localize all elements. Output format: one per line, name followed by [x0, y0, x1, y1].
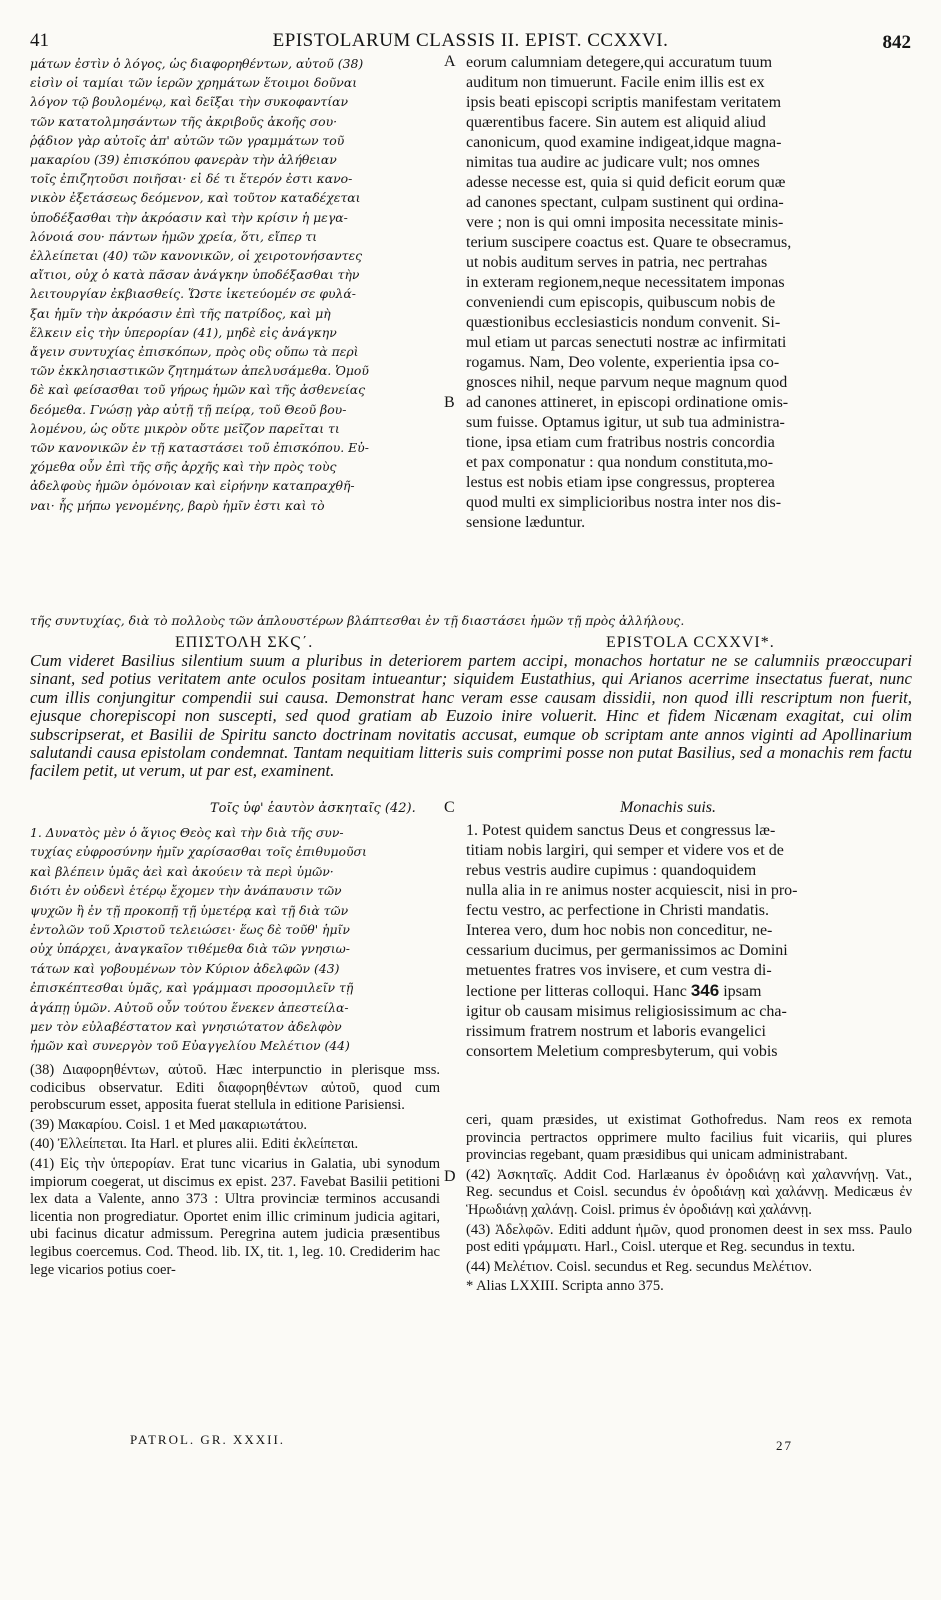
latin-text-line: quærentibus facere. Sin autem est aliquid aliud: [466, 114, 766, 131]
latin-text-segment: lectione per litteras colloqui. Hanc: [466, 983, 687, 1000]
latin-text-segment: rissimum fratrem nostrum et laboris evangelici: [466, 1023, 766, 1040]
latin-text-segment: cessarium ducimus, per germanissimos ac Domini: [466, 942, 788, 959]
greek-text-line: ἐντολῶν τοῦ Χριστοῦ τελειώσει· ἕως δὲ τοῦθ' ἡμῖν: [30, 922, 350, 938]
greek-text-line: τῶν κατατολμησάντων τῆς ἀκριβοῦς ἀκοῆς σου·: [30, 113, 338, 129]
greek-text-line: νικὸν ἐξετάσεως δεόμενον, καὶ τοῦτον καταδέχεται: [30, 190, 361, 206]
latin-text-line: vere ; non is qui omni imposita necessitate minis-: [466, 214, 784, 231]
latin-text-line: rogamus. Nam, Deo volente, experientia ipsa co-: [466, 354, 780, 371]
greek-text-line: καὶ βλέπειν ὑμᾶς ἀεὶ καὶ ἀκούειν τὰ περὶ ὑμῶν·: [30, 863, 334, 879]
greek-text-line: διότι ἐν οὐδενὶ ἑτέρῳ ἔχομεν τὴν ἀνάπαυσιν τῶν: [30, 883, 342, 899]
page-number-left: 41: [30, 30, 49, 51]
latin-text-column-middle: [466, 821, 912, 1062]
latin-text-segment: metuentes fratres vos invisere, et cum vestra di-: [466, 962, 772, 979]
latin-text-line: sensione læduntur.: [466, 514, 586, 531]
greek-text-line: τυχίας εὐφροσύνην ἡμῖν χαρίσασθαι τοῖς ἐπιθυμοῦσι: [30, 844, 367, 860]
latin-text-line: [466, 861, 912, 881]
greek-text-line: οὐχ ὑπάρχει, ἀναγκαῖον τιθέμεθα διὰ τῶν γνησιω-: [30, 941, 350, 957]
margin-letter-b: B: [444, 394, 455, 411]
greek-text-line: λόνοιά σου· πάντων ἡμῶν χρεία, ὅτι, εἴπερ τι: [30, 228, 318, 244]
latin-text-segment: 1. Potest quidem sanctus Deus et congressus læ-: [466, 822, 776, 839]
latin-text-line: terium suscipere coactus est. Quare te obsecramus,: [466, 234, 792, 251]
greek-text-line: μακαρίου (39) ἐπισκόπου φανερὰν τὴν ἀλήθειαν: [30, 152, 337, 168]
greek-text-line: τῶν ἐκκλησιαστικῶν ζητημάτων ἀπελυσάμεθα. Ὁμοῦ: [30, 363, 369, 379]
greek-text-line: ναι· ἧς μήπω γενομένης, βαρὺ ἡμῖν ἐστι καὶ τὸ: [30, 497, 325, 513]
greek-text-line: τάτων καὶ γοβουμένων τὸν Κύριον ἀδελφῶν (43): [30, 960, 340, 976]
latin-text-line: auditum non timuerunt. Facile enim illis est ex: [466, 74, 765, 91]
latin-text-line: [466, 881, 912, 901]
latin-text-line: [466, 1042, 912, 1062]
footnotes-left-column: [30, 1062, 440, 1281]
greek-text-line: τῶν κανονικῶν ἐν τῇ καταστάσει τοῦ ἐπισκόπου. Εὐ-: [30, 440, 369, 456]
greek-text-column-middle: [30, 823, 448, 1056]
latin-text-line: in exteram regionem,neque necessitatem imponas: [466, 274, 785, 291]
footnote: (44) Μελέτιον. Coisl. secundus et Reg. secundus Μελέτιον.: [466, 1258, 813, 1275]
greek-text-line: δεόμεθα. Γνώσῃ γὰρ αὐτῇ τῇ πείρᾳ, τοῦ Θεοῦ βου-: [30, 401, 347, 417]
greek-text-line: ἐπισκέπτεσθαι ὑμᾶς, καὶ γράμμασι προσομιλεῖν τῇ: [30, 980, 354, 996]
latin-text-line: [466, 1022, 912, 1042]
latin-text-line: canonicum, quod examine indigeat,idque magna-: [466, 134, 782, 151]
greek-text-line: ἀγάπῃ ὑμῶν. Αὐτοῦ οὖν τούτου ἕνεκεν ἀπεστείλα-: [30, 999, 349, 1015]
latin-addressee: Monachis suis.: [620, 799, 716, 816]
latin-text-line: nimitas tua audire ac judicare vult; nos omnes: [466, 154, 760, 171]
footnote: (43) Ἀδελφῶν. Editi addunt ἡμῶν, quod pronomen deest in sex mss. Paulo post editi γράμματι. Harl., Coisl. uterque et Reg. secundus in textu.: [466, 1221, 912, 1256]
footnote: (40) Ἐλλείπεται. Ita Harl. et plures alii. Editi ἐκλείπεται.: [30, 1136, 359, 1153]
latin-text-segment: nulla alia in re animus noster acquiescit, nisi in pro-: [466, 882, 798, 899]
latin-text-segment: fectu vestro, ac perfectione in Christi mandatis.: [466, 902, 770, 919]
latin-text-line: adesse necesse est, quia si quid deficit eorum quæ: [466, 174, 786, 191]
running-title: EPISTOLARUM CLASSIS II. EPIST. CCXXVI.: [272, 30, 669, 51]
latin-text-line: ut nobis auditum serves in patria, nec pertrahas: [466, 254, 768, 271]
margin-letter-a: A: [444, 53, 456, 70]
edition-page-marker: 346: [690, 981, 720, 1000]
footnote: ceri, quam præsides, ut existimat Gothofredus. Nam reos ex remota provincia pertractos opprimere multo facilius fuit vicariis, qui plures provincias regebant, quam præsidibus qui unicam administrabant.: [466, 1112, 912, 1164]
greek-text-line: εἰσὶν οἱ ταμίαι τῶν ἱερῶν χρημάτων ἕτοιμοι δοῦναι: [30, 75, 358, 91]
latin-text-line: tione, ipsa etiam cum fratribus nostris concordia: [466, 434, 775, 451]
greek-text-line: μεν τὸν εὐλαβέστατον καὶ γνησιώτατον ἀδελφὸν: [30, 1019, 342, 1035]
latin-text-line: [466, 901, 912, 921]
latin-text-segment: ipsam: [723, 983, 762, 1000]
latin-text-line: [466, 841, 912, 861]
greek-addressee: Τοῖς ὑφ' ἑαυτὸν ἀσκηταῖς (42).: [210, 801, 416, 816]
latin-text-line: ad canones attineret, in episcopi ordinatione omis-: [466, 394, 789, 411]
greek-text-line: 1. Δυνατὸς μὲν ὁ ἅγιος Θεὸς καὶ τὴν διὰ τῆς συν-: [30, 825, 344, 840]
greek-text-column-top: [30, 54, 456, 515]
greek-text-line: ῥᾴδιον γὰρ αὐτοῖς ἀπ' αὐτῶν τῶν γραμμάτων τοῦ: [30, 132, 345, 148]
greek-text-line: ἄγειν συντυχίας ἐπισκόπων, πρὸς οὓς οὔπω τὰ περὶ: [30, 344, 359, 360]
page-number-right: 842: [882, 32, 911, 53]
footer-series-label: PATROL. GR. XXXII.: [130, 1432, 286, 1447]
latin-text-line: mul etiam ut parcas senectuti nostræ ac infirmitati: [466, 334, 787, 351]
latin-text-line: [466, 921, 912, 941]
latin-text-segment: rebus vestris audire cupimus : quandoquidem: [466, 862, 757, 879]
latin-text-line: quæstionibus ecclesiasticis nondum convenit. Si-: [466, 314, 781, 331]
latin-text-segment: igitur ob causam misimus religiosissimum ac cha-: [466, 1003, 787, 1020]
letter-argument-summary: Cum videret Basilius silentium suum a pluribus in deteriorem partem accipi, monachos hortatur ne se calumniis præoccupari sinant, sed potius veritatem ante oculos positam intueantur; siquidem Eustathius, qui Arianos acerrime insectatus fuerat, nunc cum illis conjungitur compendii sui causa. Demonstrat hanc veram esse causam dissidii, non quod illi rescriptum non fuerit, ejusque chorepiscopi non suscepti, sed quod gratiam ab Euzoio inire voluerit. Hinc et fidem Nicænam exagitat, cui olim subscripserat, et Basilii de Spiritu sancto doctrinam novitatis accusat, eumque ob scriptam ante annos viginti ad Apollinarium salutandi causa epistolam condemnat. Tantam nequitiam litteris suis comprimi posse non putat Basilius, sed a monachis rem factu facilem petit, ut verum, ut par est, examinent.: [30, 651, 912, 781]
greek-text-line: λομένου, ὡς οὔτε μικρὸν οὔτε μεῖζον παρεῖται τι: [30, 420, 340, 436]
greek-text-line: ξαι ἡμῖν τὴν ἀκρόασιν ἐπὶ τῆς πατρίδος, καὶ μὴ: [30, 305, 331, 321]
greek-text-line: λειτουργίαν ἐκβιασθείς. Ὥστε ἱκετεύομέν σε φυλά-: [30, 286, 356, 302]
greek-text-line: λόγον τῷ βουλομένῳ, καὶ δεῖξαι τὴν συκοφαντίαν: [30, 94, 348, 110]
latin-text-line: ipsis beati episcopi scriptis manifestam veritatem: [466, 94, 782, 111]
footnote: (38) Διαφορηθέντων, αὐτοῦ. Hæc interpunctio in plerisque mss. codicibus observatur. Editi διαφορηθέντων αὐτοῦ, quod cum perobscurum esset, apposita fuerat stellula in editione Parisiensi.: [30, 1062, 440, 1114]
latin-text-line: quod multi ex simplicioribus nostra inter nos dis-: [466, 494, 782, 511]
footnote: (41) Εἰς τὴν ὑπερορίαν. Erat tunc vicarius in Galatia, ubi synodum impiorum coegerat, ut discimus ex epist. 237. Favebat Basilii petitioni lex data a Valente, anno 373 : Ultra provinciæ terminos accusandi licentia non progrediatur. Oportet enim illic criminum judicia agitari, ubi facinus dicatur admissum. Peregrina autem judicia præsentibus legibus coercemus. Cod. Theod. lib. IX, tit. 1, leg. 10. Crediderim hac lege vicarios potius coer-: [30, 1155, 440, 1278]
greek-text-line: ἀδελφοὺς ἡμῶν ὁμόνοιαν καὶ εἰρήνην καταπραχθῆ-: [30, 478, 355, 494]
latin-text-segment: titiam nobis largiri, qui semper et videre vos et de: [466, 842, 784, 859]
latin-text-line: [466, 941, 912, 961]
margin-letter-c: C: [444, 799, 455, 816]
greek-text-line: ἕλκειν εἰς τὴν ὑπερορίαν (41), μηδὲ εἰς ἀνάγκην: [30, 324, 337, 340]
latin-text-segment: Interea vero, dum hoc nobis non conceditur, ne-: [466, 922, 773, 939]
margin-letter-d: D: [444, 1168, 456, 1185]
footnote: (39) Μακαρίου. Coisl. 1 et Med μακαριωτάτου.: [30, 1116, 308, 1133]
latin-text-column-top: [466, 53, 912, 533]
greek-text-line: ἐλλείπεται (40) τῶν κανονικῶν, οἱ χειροτονήσαντες: [30, 248, 363, 264]
latin-text-line: sum fuisse. Optamus igitur, ut sub tua administra-: [466, 414, 785, 431]
latin-letter-heading: EPISTOLA CCXXVI*.: [606, 634, 775, 651]
footnotes-right-column: [466, 1112, 912, 1298]
latin-text-line: gnosces nihil, neque parvum neque magnum quod: [466, 374, 788, 391]
latin-text-line: [466, 961, 912, 981]
latin-text-line: eorum calumniam detegere,qui accuratum tuum: [466, 54, 773, 71]
greek-text-line: αἴτιοι, οὐχ ὁ κατὰ πᾶσαν ἀνάγκην ὑποδέξασθαι τὴν: [30, 267, 360, 283]
footer-signature-number: 27: [776, 1438, 793, 1453]
greek-text-line: δὲ καὶ φείσασθαι τοῦ γήρως ἡμῶν καὶ τῆς ἀσθενείας: [30, 382, 366, 398]
greek-letter-heading: ΕΠΙΣΤΟΛΗ ΣΚϚ΄.: [175, 634, 314, 651]
latin-text-line: [466, 1002, 912, 1022]
footnote: (42) Ἀσκηταῖς. Addit Cod. Harlæanus ἐν ὀροδιάνῃ καὶ χαλαννήνῃ. Vat., Reg. secundus et Coisl. secundus ἐν ὀροδιάνῃ καὶ χαλάννῃ. Medicæus ἐν Ἡρωδιάνῃ χαλάνῃ. Coisl. primus ἐν ὀροδιάνῃ καὶ χαλάννῃ.: [466, 1166, 912, 1218]
latin-text-line: lestus est nobis etiam ipse congressus, propterea: [466, 474, 775, 491]
footnote: * Alias LXXIII. Scripta anno 375.: [466, 1278, 664, 1295]
greek-text-line: μάτων ἐστὶν ὁ λόγος, ὡς διαφορηθέντων, αὐτοῦ (38): [30, 56, 364, 71]
greek-text-line: ψυχῶν ἢ ἐν τῇ προκοπῇ τῇ ὑμετέρᾳ καὶ τῇ διὰ τῶν: [30, 902, 349, 918]
latin-text-line: [466, 981, 912, 1002]
latin-text-line: [466, 821, 912, 841]
greek-text-line: τοῖς ἐπιζητοῦσι ποιῆσαι· εἰ δέ τι ἕτερόν ἐστι κανο-: [30, 171, 353, 187]
greek-text-line: χόμεθα οὖν ἐπὶ τῆς σῆς ἀρχῆς καὶ τὴν πρὸς τοὺς: [30, 459, 337, 475]
running-header: [0, 14, 941, 53]
latin-text-line: ad canones spectant, culpam sustinent qui ordina-: [466, 194, 784, 211]
latin-text-line: conveniendi cum episcopis, quibuscum nobis de: [466, 294, 776, 311]
latin-text-line: et pax componatur : qua nondum constituta,mo-: [466, 454, 774, 471]
latin-text-segment: consortem Meletium compresbyterum, qui vobis: [466, 1043, 778, 1060]
greek-text-line: ὑποδέξασθαι τὴν ἀκρόασιν καὶ τὴν κρίσιν ἡ μεγα-: [30, 209, 348, 225]
greek-full-width-line: τῆς συντυχίας, διὰ τὸ πολλοὺς τῶν ἁπλουστέρων βλάπτεσθαι ἐν τῇ διαστάσει ἡμῶν τῇ πρὸς ἀλλήλους.: [30, 613, 685, 628]
greek-text-line: ἡμῶν καὶ συνεργὸν τοῦ Εὐαγγελίου Μελέτιον (44): [30, 1038, 350, 1054]
